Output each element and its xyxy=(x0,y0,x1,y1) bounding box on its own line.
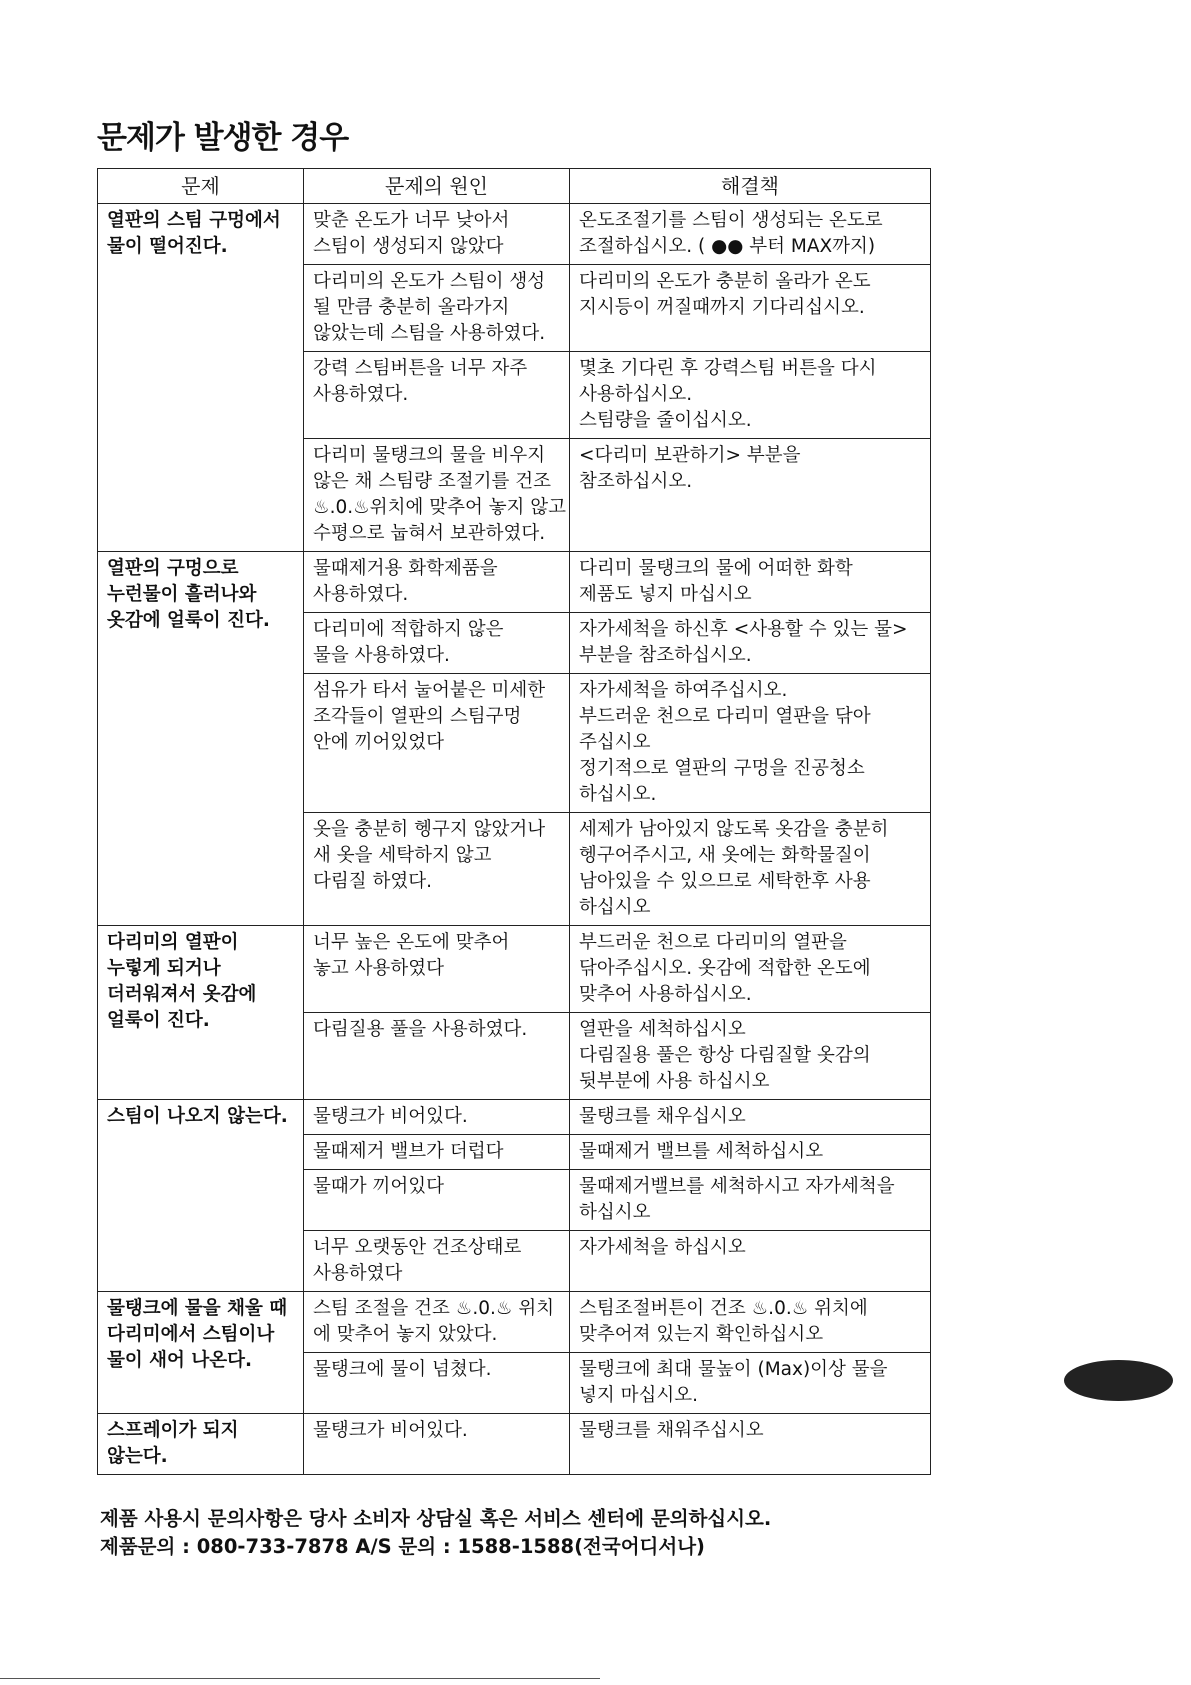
problem-cell xyxy=(98,1414,304,1475)
solution-text: 세제가 남아있지 않도록 옷감을 충분히 xyxy=(579,819,889,840)
solution-text: 조절하십시오. ( ●● 부터 MAX까지) xyxy=(579,236,876,257)
troubleshooting-table xyxy=(97,168,931,1475)
solution-cell xyxy=(570,1100,931,1135)
solution-cell xyxy=(570,1135,931,1170)
problem-text: 않는다. xyxy=(107,1446,168,1467)
solution-text: 물때제거밸브를 세척하시고 자가세척을 xyxy=(579,1176,895,1197)
cause-cell xyxy=(304,552,570,613)
problem-text: 누런물이 흘러나와 xyxy=(107,584,257,605)
cause-text: 다리미의 온도가 스팀이 생성 xyxy=(313,271,546,292)
solution-text: 주십시오 xyxy=(579,732,651,753)
solution-text: 스팀조절버튼이 건조 ♨.0.♨ 위치에 xyxy=(579,1298,868,1319)
solution-text: 사용하십시오. xyxy=(579,384,693,405)
solution-text: 하십시오 xyxy=(579,897,651,918)
cause-cell xyxy=(304,813,570,926)
solution-cell xyxy=(570,1013,931,1100)
solution-text: 물탱크를 채우십시오 xyxy=(579,1106,746,1127)
cause-text: 않았는데 스팀을 사용하였다. xyxy=(313,323,546,344)
header-cause: 문제의 원인 xyxy=(304,169,570,204)
problem-text: 물탱크에 물을 채울 때 xyxy=(107,1298,288,1319)
solution-text: 자가세척을 하신후 <사용할 수 있는 물> xyxy=(579,619,908,640)
cause-text: 수평으로 눕혀서 보관하였다. xyxy=(313,523,546,544)
solution-text: 물탱크를 채워주십시오 xyxy=(579,1420,764,1441)
cause-text: 다림질용 풀을 사용하였다. xyxy=(313,1019,528,1040)
cause-text: 스팀이 생성되지 않았다 xyxy=(313,236,504,257)
solution-text: 부드러운 천으로 다리미 열판을 닦아 xyxy=(579,706,871,727)
solution-text: 맞추어져 있는지 확인하십시오 xyxy=(579,1324,824,1345)
cause-text: 될 만큼 충분히 올라가지 xyxy=(313,297,510,318)
problem-text: 물이 새어 나온다. xyxy=(107,1350,253,1371)
solution-text: 부분을 참조하십시오. xyxy=(579,645,752,666)
solution-text: 다림질용 풀은 항상 다림질할 옷감의 xyxy=(579,1045,871,1066)
cause-text: 옷을 충분히 헹구지 않았거나 xyxy=(313,819,546,840)
cause-text: 너무 오랫동안 건조상태로 xyxy=(313,1237,522,1258)
cause-text: 물탱크가 비어있다. xyxy=(313,1420,468,1441)
cause-text: 물때가 끼어있다 xyxy=(313,1176,444,1197)
problem-text: 스팀이 나오지 않는다. xyxy=(107,1106,288,1127)
cause-text: 다리미 물탱크의 물을 비우지 xyxy=(313,445,546,466)
solution-text: 자가세척을 하여주십시오. xyxy=(579,680,788,701)
cause-text: 않은 채 스팀량 조절기를 건조 xyxy=(313,471,551,492)
solution-text: 넣지 마십시오. xyxy=(579,1385,698,1406)
cause-cell xyxy=(304,1353,570,1414)
solution-text: 제품도 넣지 마십시오 xyxy=(579,584,752,605)
solution-cell xyxy=(570,926,931,1013)
problem-cell xyxy=(98,926,304,1100)
problem-text: 더러워져서 옷감에 xyxy=(107,984,257,1005)
table-row xyxy=(98,1292,931,1353)
solution-text: 스팀량을 줄이십시오. xyxy=(579,410,752,431)
cause-text: ♨.0.♨위치에 맞추어 놓지 않고 xyxy=(313,497,567,518)
solution-cell xyxy=(570,1353,931,1414)
solution-text: 헹구어주시고, 새 옷에는 화학물질이 xyxy=(579,845,871,866)
cause-text: 사용하였다 xyxy=(313,1263,403,1284)
cause-text: 에 맞추어 놓지 았았다. xyxy=(313,1324,498,1345)
cause-text: 물때제거용 화학제품을 xyxy=(313,558,498,579)
solution-text: 다리미 물탱크의 물에 어떠한 화학 xyxy=(579,558,853,579)
solution-cell xyxy=(570,204,931,265)
problem-cell xyxy=(98,552,304,926)
cause-cell xyxy=(304,1414,570,1475)
solution-cell xyxy=(570,813,931,926)
table-row xyxy=(98,926,931,1013)
cause-text: 스팀 조절을 건조 ♨.0.♨ 위치 xyxy=(313,1298,555,1319)
bottom-divider xyxy=(0,1678,600,1679)
problem-text: 얼룩이 진다. xyxy=(107,1010,210,1031)
page-title: 문제가 발생한 경우 xyxy=(97,120,349,156)
solution-text: 맞추어 사용하십시오. xyxy=(579,984,752,1005)
solution-text: 참조하십시오. xyxy=(579,471,693,492)
cause-cell xyxy=(304,613,570,674)
cause-cell xyxy=(304,1231,570,1292)
cause-cell xyxy=(304,1292,570,1353)
cause-cell xyxy=(304,926,570,1013)
cause-text: 물을 사용하였다. xyxy=(313,645,450,666)
cause-text: 너무 높은 온도에 맞추어 xyxy=(313,932,510,953)
header-problem: 문제 xyxy=(98,169,304,204)
table-row xyxy=(98,204,931,265)
problem-text: 스프레이가 되지 xyxy=(107,1420,239,1441)
solution-text: 부드러운 천으로 다리미의 열판을 xyxy=(579,932,847,953)
solution-cell xyxy=(570,1414,931,1475)
solution-cell xyxy=(570,439,931,552)
table-row xyxy=(98,1100,931,1135)
cause-cell xyxy=(304,352,570,439)
table-body xyxy=(98,204,931,1475)
solution-text: 물때제거 밸브를 세척하십시오 xyxy=(579,1141,824,1162)
problem-text: 열판의 스팀 구멍에서 xyxy=(107,210,281,231)
cause-text: 조각들이 열판의 스팀구멍 xyxy=(313,706,522,727)
solution-text: 다리미의 온도가 충분히 올라가 온도 xyxy=(579,271,871,292)
problem-cell xyxy=(98,204,304,552)
cause-text: 물탱크가 비어있다. xyxy=(313,1106,468,1127)
solution-text: 하십시오. xyxy=(579,784,657,805)
solution-text: 정기적으로 열판의 구멍을 진공청소 xyxy=(579,758,865,779)
cause-cell xyxy=(304,204,570,265)
page-tab-marker xyxy=(1064,1360,1173,1401)
cause-text: 물탱크에 물이 넘쳤다. xyxy=(313,1359,492,1380)
solution-cell xyxy=(570,1170,931,1231)
solution-text: 온도조절기를 스팀이 생성되는 온도로 xyxy=(579,210,883,231)
solution-text: 하십시오 xyxy=(579,1202,651,1223)
solution-text: <다리미 보관하기> 부분을 xyxy=(579,445,801,466)
cause-text: 놓고 사용하였다 xyxy=(313,958,444,979)
solution-text: 물탱크에 최대 물높이 (Max)이상 물을 xyxy=(579,1359,888,1380)
footer-contact-note: 제품 사용시 문의사항은 당사 소비자 상담실 혹은 서비스 센터에 문의하십시오. xyxy=(100,1507,772,1530)
solution-cell xyxy=(570,1231,931,1292)
solution-cell xyxy=(570,352,931,439)
cause-cell xyxy=(304,674,570,813)
problem-text: 다리미의 열판이 xyxy=(107,932,239,953)
footer-phone-numbers: 제품문의 : 080-733-7878 A/S 문의 : 1588-1588(전국어디서나) xyxy=(100,1535,705,1558)
solution-cell xyxy=(570,674,931,813)
problem-text: 누렇게 되거나 xyxy=(107,958,221,979)
problem-text: 열판의 구멍으로 xyxy=(107,558,239,579)
solution-text: 열판을 세척하십시오 xyxy=(579,1019,746,1040)
solution-cell xyxy=(570,613,931,674)
cause-cell xyxy=(304,1170,570,1231)
solution-text: 닦아주십시오. 옷감에 적합한 온도에 xyxy=(579,958,871,979)
cause-cell xyxy=(304,439,570,552)
cause-text: 사용하였다. xyxy=(313,584,409,605)
table-row xyxy=(98,552,931,613)
cause-text: 섬유가 타서 눌어붙은 미세한 xyxy=(313,680,546,701)
problem-text: 다리미에서 스팀이나 xyxy=(107,1324,275,1345)
cause-text: 강력 스팀버튼을 너무 자주 xyxy=(313,358,528,379)
solution-text: 뒷부분에 사용 하십시오 xyxy=(579,1071,770,1092)
cause-cell xyxy=(304,265,570,352)
cause-cell xyxy=(304,1013,570,1100)
table-row xyxy=(98,1414,931,1475)
problem-text: 옷감에 얼룩이 진다. xyxy=(107,610,270,631)
cause-text: 다림질 하였다. xyxy=(313,871,432,892)
solution-text: 지시등이 꺼질때까지 기다리십시오. xyxy=(579,297,865,318)
cause-text: 물때제거 밸브가 더럽다 xyxy=(313,1141,504,1162)
solution-cell xyxy=(570,265,931,352)
solution-cell xyxy=(570,1292,931,1353)
cause-cell xyxy=(304,1100,570,1135)
header-solution: 해결책 xyxy=(570,169,931,204)
footer xyxy=(100,1505,771,1561)
cause-text: 맞춘 온도가 너무 낮아서 xyxy=(313,210,510,231)
problem-text: 물이 떨어진다. xyxy=(107,236,228,257)
solution-text: 몇초 기다린 후 강력스팀 버튼을 다시 xyxy=(579,358,877,379)
solution-text: 자가세척을 하십시오 xyxy=(579,1237,746,1258)
solution-text: 남아있을 수 있으므로 세탁한후 사용 xyxy=(579,871,871,892)
cause-cell xyxy=(304,1135,570,1170)
cause-text: 사용하였다. xyxy=(313,384,409,405)
problem-cell xyxy=(98,1100,304,1292)
cause-text: 새 옷을 세탁하지 않고 xyxy=(313,845,492,866)
problem-cell xyxy=(98,1292,304,1414)
cause-text: 다리미에 적합하지 않은 xyxy=(313,619,504,640)
solution-cell xyxy=(570,552,931,613)
cause-text: 안에 끼어있었다 xyxy=(313,732,444,753)
table-header-row xyxy=(98,169,931,204)
